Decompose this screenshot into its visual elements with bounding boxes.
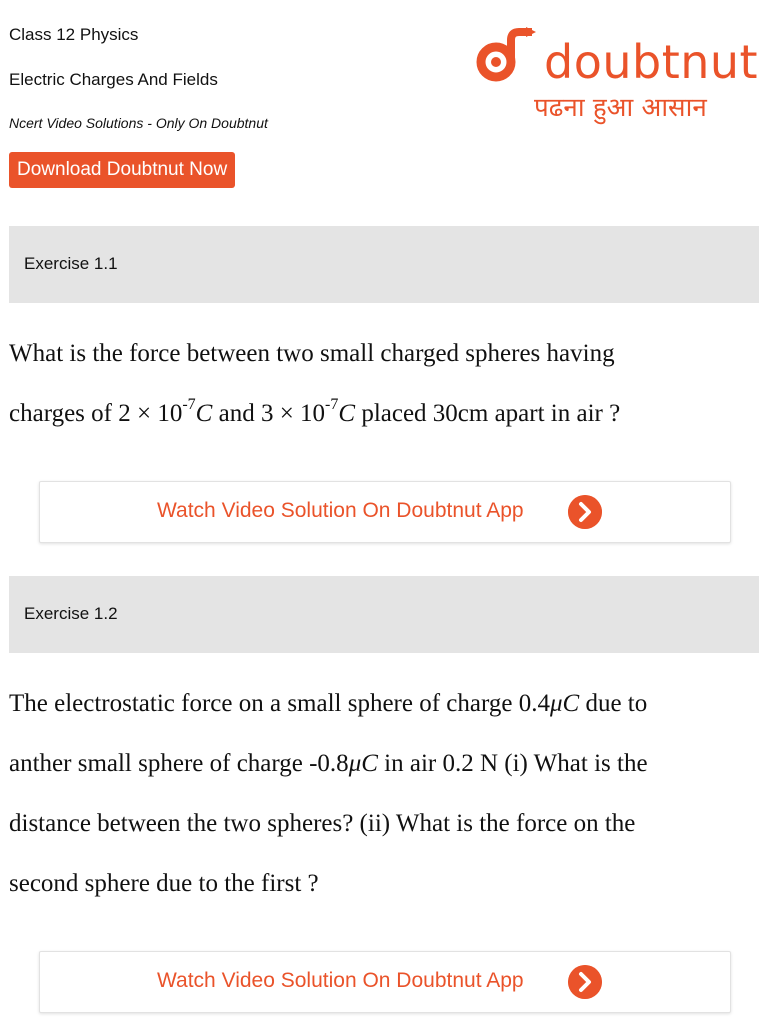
download-button[interactable]: Download Doubtnut Now	[9, 152, 235, 188]
logo-wordmark: doubtnut	[544, 35, 759, 89]
class-label: Class 12 Physics	[9, 25, 139, 44]
doubtnut-logo[interactable]	[474, 26, 762, 126]
watch-video-label: Watch Video Solution On Doubtnut App	[157, 969, 524, 992]
question-line: charges of $2 \times 10^{-7}C$ and $3 \times 10^{-7}C$ placed 30cm apart in air ?	[9, 396, 621, 427]
watch-video-label: Watch Video Solution On Doubtnut App	[157, 499, 524, 522]
watch-video-button[interactable]	[39, 951, 731, 1013]
chevron-right-circle-icon	[568, 495, 602, 529]
chapter-title: Electric Charges And Fields	[9, 70, 218, 89]
tagline: Ncert Video Solutions - Only On Doubtnut	[9, 115, 268, 131]
chevron-right-circle-icon	[568, 965, 602, 999]
question-line: anther small sphere of charge -0.8μC in air 0.2 N (i) What is the	[9, 750, 648, 777]
question-line: second sphere due to the first ?	[9, 870, 319, 897]
watch-video-button[interactable]	[39, 481, 731, 543]
question-line: distance between the two spheres? (ii) What is the force on the	[9, 810, 636, 837]
exercise-header	[9, 576, 759, 653]
doubtnut-logo-icon	[474, 26, 540, 88]
question-line: What is the force between two small charged spheres having	[9, 340, 615, 367]
logo-slogan: पढना हुआ आसान	[534, 93, 707, 123]
exercise-header	[9, 226, 759, 303]
exercise-title: Exercise 1.2	[24, 604, 118, 623]
exercise-title: Exercise 1.1	[24, 254, 118, 273]
question-line: The electrostatic force on a small sphere of charge 0.4μC due to	[9, 690, 648, 717]
